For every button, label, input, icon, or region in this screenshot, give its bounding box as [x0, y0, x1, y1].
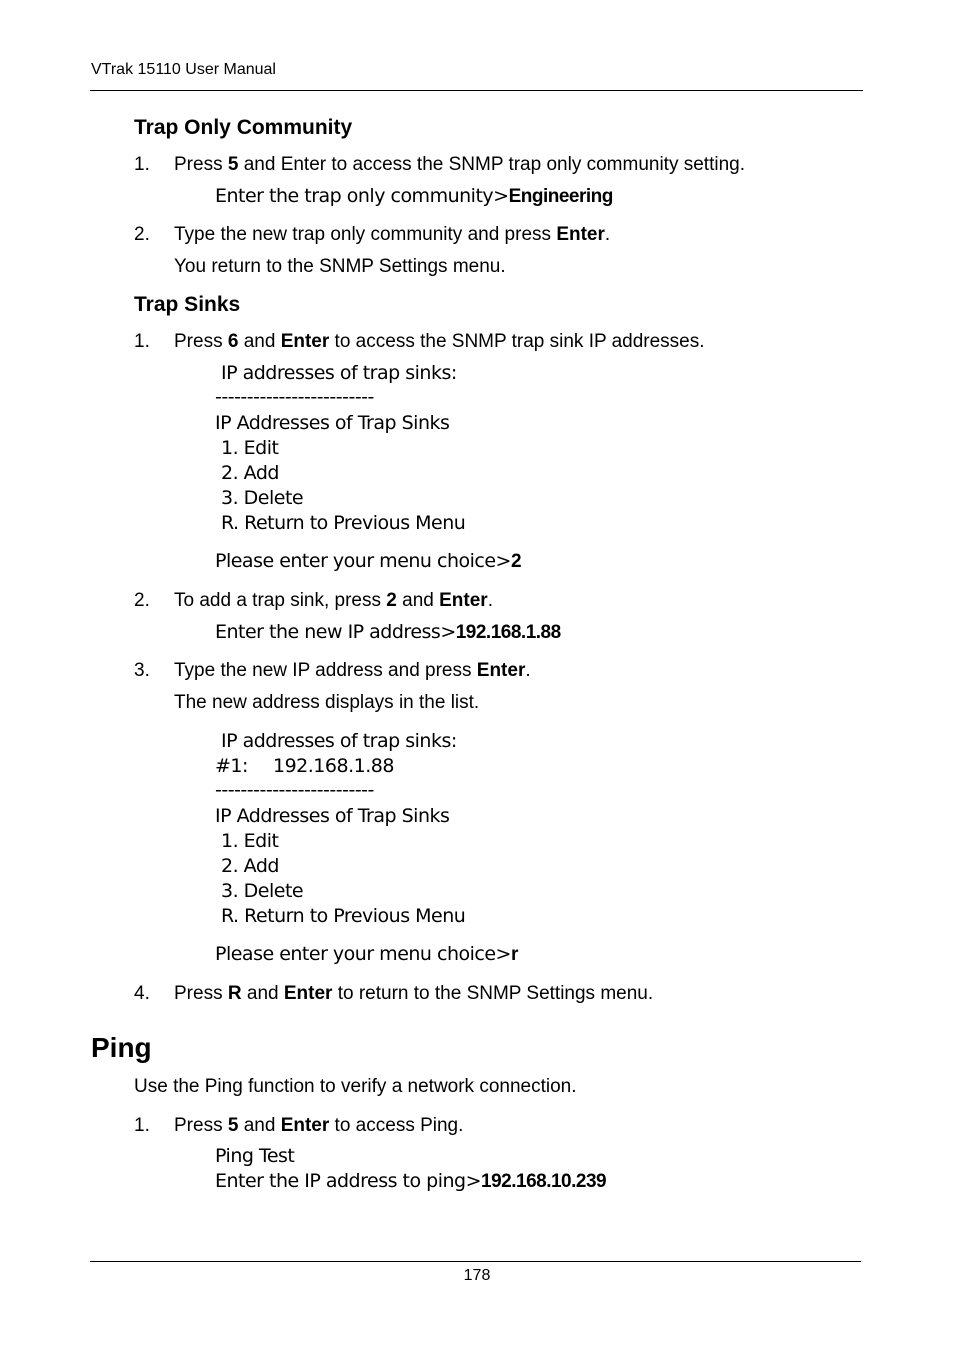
- step-number: 2.: [134, 224, 150, 245]
- step-note: You return to the SNMP Settings menu.: [174, 256, 506, 277]
- console-prompt: Please enter your menu choice>2: [215, 550, 522, 572]
- section-intro: Use the Ping function to verify a network connection.: [134, 1076, 577, 1097]
- step-number: 3.: [134, 660, 150, 681]
- step-text: Press 6 and Enter to access the SNMP trap sink IP addresses.: [174, 331, 705, 352]
- section-heading-trap-only-community: Trap Only Community: [134, 116, 353, 139]
- console-menu-item: 2. Add: [221, 462, 279, 484]
- step-text: Press R and Enter to return to the SNMP Settings menu.: [174, 983, 654, 1004]
- page-number: 178: [463, 1267, 491, 1284]
- console-menu-item: 1. Edit: [221, 437, 279, 459]
- section-heading-trap-sinks: Trap Sinks: [134, 293, 241, 316]
- step-number: 1.: [134, 1115, 150, 1136]
- console-menu-title: IP Addresses of Trap Sinks: [215, 412, 450, 434]
- running-header: VTrak 15110 User Manual: [91, 61, 276, 78]
- step-text: To add a trap sink, press 2 and Enter.: [174, 590, 493, 611]
- console-prompt: Enter the new IP address>192.168.1.88: [215, 621, 561, 643]
- console-divider: -------------------------: [215, 779, 374, 801]
- console-title: IP addresses of trap sinks:: [221, 362, 457, 384]
- step-number: 2.: [134, 590, 150, 611]
- console-title: Ping Test: [215, 1145, 295, 1167]
- step-number: 1.: [134, 154, 150, 175]
- step-number: 1.: [134, 331, 150, 352]
- console-menu-item: 2. Add: [221, 855, 279, 877]
- console-menu-item: 3. Delete: [221, 880, 304, 902]
- step-text: Type the new IP address and press Enter.: [174, 660, 531, 681]
- console-menu-item: R. Return to Previous Menu: [221, 512, 466, 534]
- step-text: Type the new trap only community and press Enter.: [174, 224, 611, 245]
- console-title: IP addresses of trap sinks:: [221, 730, 457, 752]
- header-rule: [90, 90, 863, 91]
- console-menu-item: R. Return to Previous Menu: [221, 905, 466, 927]
- console-prompt: Please enter your menu choice>r: [215, 943, 518, 965]
- step-number: 4.: [134, 983, 150, 1004]
- console-prompt: Enter the IP address to ping>192.168.10.239: [215, 1170, 607, 1192]
- console-menu-title: IP Addresses of Trap Sinks: [215, 805, 450, 827]
- step-note: The new address displays in the list.: [174, 692, 480, 713]
- footer-rule: [90, 1261, 861, 1262]
- step-text: Press 5 and Enter to access Ping.: [174, 1115, 464, 1136]
- section-heading-ping: Ping: [91, 1032, 152, 1063]
- console-menu-item: 3. Delete: [221, 487, 304, 509]
- step-text: Press 5 and Enter to access the SNMP trap only community setting.: [174, 154, 745, 175]
- console-menu-item: 1. Edit: [221, 830, 279, 852]
- console-entry-value: 192.168.1.88: [273, 755, 394, 777]
- console-prompt: Enter the trap only community>Engineering: [215, 185, 613, 207]
- console-divider: -------------------------: [215, 386, 374, 408]
- console-entry-label: #1:: [215, 755, 248, 777]
